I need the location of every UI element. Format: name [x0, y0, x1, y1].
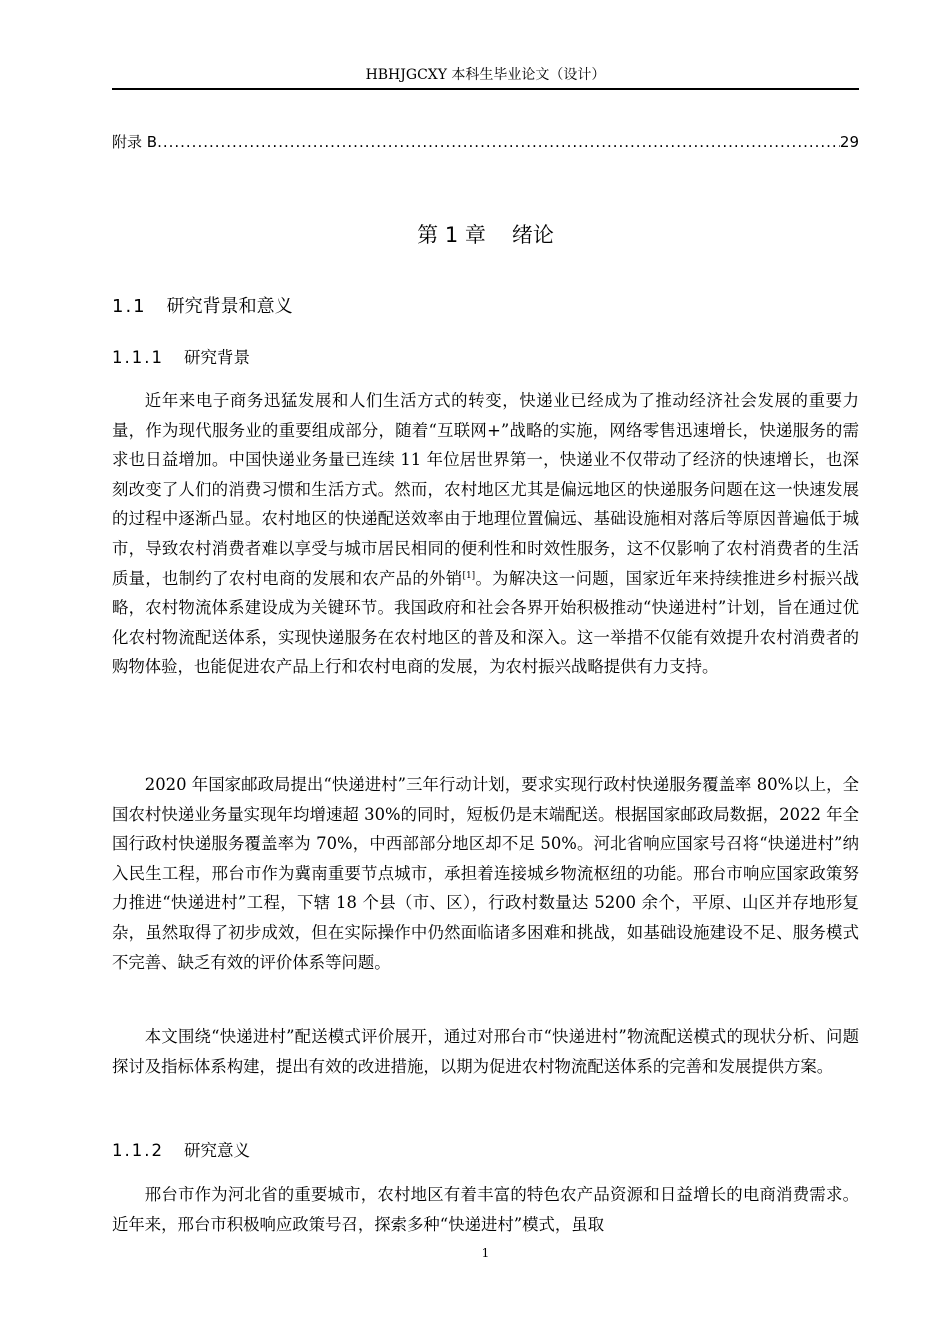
paragraph-text: 近年来电子商务迅猛发展和人们生活方式的转变，快递业已经成为了推动经济社会发展的重要力量，作为现代服务业的重要组成部分，随着“互联网+”战略的实施，网络零售迅速增长，快递服务的需求也日益增加。中国快递业务量已连续 11 年位居世界第一，快递业不仅带动了经济的快速增长，也深刻改变了人们的消费习惯和生活方式。然而，农村地区尤其是偏远地区的快递服务问题在这一快速发展的过程中逐渐凸显。农村地区的快递配送效率由于地理位置偏远、基础设施相对落后等原因普遍低于城市，导致农村消费者难以享受与城市居民相同的便利性和时效性服务，这不仅影响了农村消费者的生活质量，也制约了农村电商的发展和农产品的外销 — [112, 391, 859, 588]
page-header — [112, 66, 859, 84]
paragraph-background-1 — [112, 386, 859, 682]
paragraph-text-cont: 。为解决这一问题，国家近年来持续推进乡村振兴战略，农村物流体系建设成为关键环节。我国政府和社会各界开始积极推动“快递进村”计划，旨在通过优化农村物流配送体系，实现快递服务在农村地区的普及和深入。这一举措不仅能有效提升农村消费者的购物体验，也能促进农产品上行和农村电商的发展，为农村振兴战略提供有力支持。 — [112, 568, 859, 677]
chapter-title: 绪论 — [511, 223, 554, 247]
section-title: 研究背景和意义 — [166, 296, 293, 317]
header-rule — [112, 88, 859, 90]
subsection-heading-1-1-1 — [112, 346, 250, 370]
subsection-number: 1.1.1 — [112, 348, 164, 367]
chapter-number: 第 1 章 — [417, 223, 486, 247]
toc-entry-page: 29 — [839, 133, 859, 151]
paragraph-text: 邢台市作为河北省的重要城市，农村地区有着丰富的特色农产品资源和日益增长的电商消费需求。近年来，邢台市积极响应政策号召，探索多种“快递进村”模式，虽取 — [112, 1185, 859, 1234]
toc-entry-label: 附录 B — [112, 133, 158, 151]
chapter-heading — [112, 220, 859, 250]
section-heading-1-1 — [112, 294, 293, 320]
paragraph-text: 2020 年国家邮政局提出“快递进村”三年行动计划，要求实现行政村快递服务覆盖率 80%以上，全国农村快递业务量实现年均增速超 30%的同时，短板仍是末端配送。根据国家邮政局数据，2022 年全国行政村快递服务覆盖率为 70%，中西部部分地区却不足 50%。河北省响应国家号召将“快递进村”纳入民生工程，邢台市作为冀南重要节点城市，承担着连接城乡物流枢纽的功能。邢台市响应国家政策努力推进“快递进村”工程，下辖 18 个县（市、区），行政村数量达 5200 余个，平原、山区并存地形复杂，虽然取得了初步成效，但在实际操作中仍然面临诸多困难和挑战，如基础设施建设不足、服务模式不完善、缺乏有效的评价体系等问题。 — [112, 775, 859, 972]
paragraph-text: 本文围绕“快递进村”配送模式评价展开，通过对邢台市“快递进村”物流配送模式的现状分析、问题探讨及指标体系构建，提出有效的改进措施，以期为促进农村物流配送体系的完善和发展提供方案。 — [112, 1027, 859, 1076]
subsection-number: 1.1.2 — [112, 1141, 164, 1160]
paragraph-background-3 — [112, 1022, 859, 1081]
paragraph-background-2 — [112, 770, 859, 977]
section-number: 1.1 — [112, 296, 147, 317]
subsection-title: 研究背景 — [183, 348, 250, 367]
paragraph-significance-1 — [112, 1180, 859, 1239]
toc-entry[interactable] — [112, 131, 859, 153]
subsection-heading-1-1-2 — [112, 1139, 250, 1163]
subsection-title: 研究意义 — [183, 1141, 250, 1160]
citation-ref[interactable]: [1] — [462, 570, 476, 581]
header-title: HBHJGCXY 本科生毕业论文（设计） — [365, 67, 606, 83]
toc-leader-dots — [157, 133, 840, 151]
page-number: 1 — [481, 1246, 490, 1260]
